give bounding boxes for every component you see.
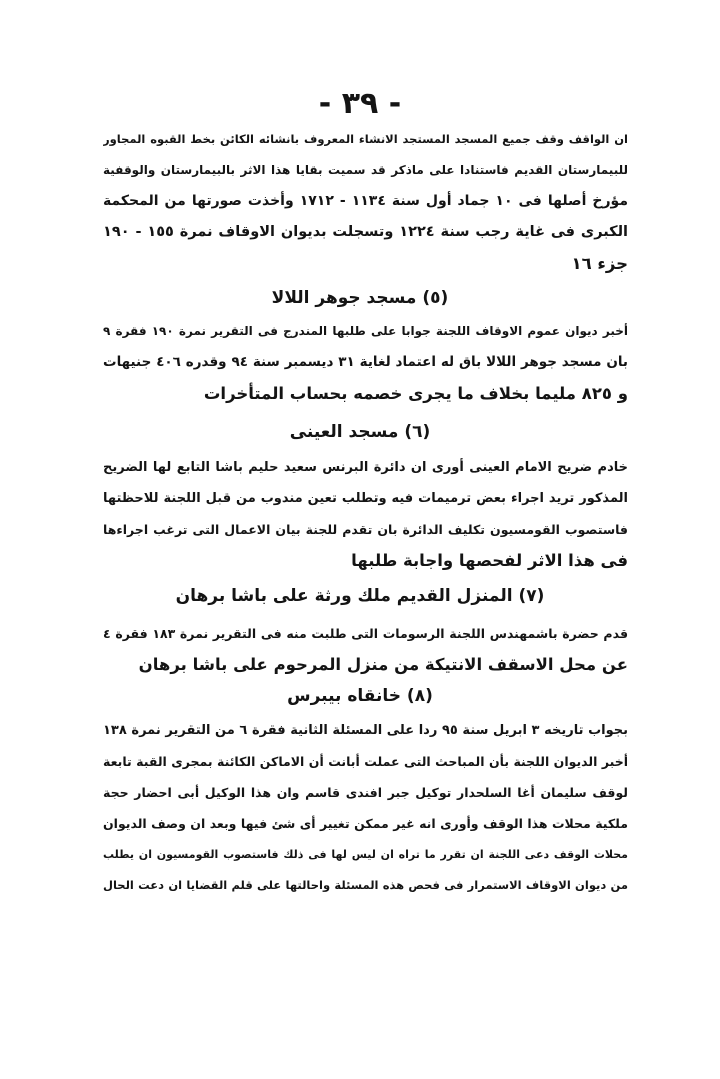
text-line: بان مسجد جوهر اللالا باق له اعتماد لغاية ٣١ ديسمبر سنة ٩٤ وقدره ٤٠٦ جنيهات: [103, 354, 628, 370]
text-line: أخبر الديوان اللجنة بأن المباحث التى عملت أبانت أن الاماكن الكائنة بمجرى القبة تابعة: [103, 754, 628, 769]
paragraph-section-6: [103, 452, 628, 576]
text-line: فاستصوب القومسيون تكليف الدائرة بان تقدم للجنة بيان الاعمال التى ترغب اجراءها: [103, 522, 628, 537]
text-line: المذكور تريد اجراء بعض ترميمات فيه وتطلب تعين مندوب من قبل اللجنة للاحظتها: [103, 491, 628, 506]
page-number: - ٣٩ -: [318, 86, 402, 121]
text-line: مؤرخ أصلها فى ١٠ جماد أول سنة ١١٣٤ - ١٧١٢ وأخذت صورتها من المحكمة: [103, 193, 628, 209]
section-heading-7: (٧) المنزل القديم ملك ورثة على باشا برهان: [175, 586, 545, 606]
text-line: ملكية محلات هذا الوقف وأورى انه غير ممكن تغيير أى شئ فيها وبعد ان وصف الديوان: [103, 816, 628, 831]
text-line: الكبرى فى غاية رجب سنة ١٢٢٤ وتسجلت بديوان الاوقاف نمرة ١٥٥ - ١٩٠: [103, 224, 628, 240]
text-line: و ٨٢٥ مليما بخلاف ما يجرى خصمه بحساب المتأخرات: [203, 384, 628, 403]
paragraph-section-8: [103, 715, 628, 901]
paragraph-section-5: [103, 316, 628, 409]
text-line: أخبر ديوان عموم الاوقاف اللجنة جوابا على طلبها المندرج فى التقرير نمرة ١٩٠ فقرة ٩: [103, 324, 628, 338]
text-line: فى هذا الاثر لفحصها واجابة طلبها: [351, 551, 628, 570]
text-line: خادم ضريح الامام العينى أورى ان دائرة البرنس سعيد حليم باشا التابع لها الضريح: [103, 460, 628, 475]
text-line: للبيمارستان القديم فاستنادا على ماذكر قد سميت بقايا هذا الاثر بالبيمارستان والوقفية: [103, 163, 628, 177]
text-line: جزء ١٦: [571, 254, 628, 273]
text-line: قدم حضرة باشمهندس اللجنة الرسومات التى طلبت منه فى التقرير نمرة ١٨٣ فقرة ٤: [103, 626, 628, 641]
paragraph-section-7: [103, 618, 628, 680]
text-line: بجواب تاريخه ٣ ابريل سنة ٩٥ ردا على المسئلة الثانية فقرة ٦ من التقرير نمرة ١٣٨: [103, 723, 628, 738]
text-line: من ديوان الاوقاف الاستمرار فى فحص هذه المسئلة واحالتها على قلم القضايا ان دعت الحال: [103, 878, 628, 892]
text-line: محلات الوقف دعى اللجنة ان تقرر ما تراه ان ليس لها فى ذلك فاستصوب القومسيون ان يطلب: [103, 848, 628, 861]
paragraph-intro: [103, 124, 628, 279]
text-line: ان الواقف وقف جميع المسجد المستجد الانشاء المعروف بانشائه الكائن بخط القبوه المجاور: [103, 132, 628, 146]
section-heading-8: (٨) خانقاه بيبرس: [287, 686, 433, 706]
text-line: عن محل الاسقف الانتيكة من منزل المرحوم على باشا برهان: [138, 655, 628, 674]
section-heading-5: (٥) مسجد جوهر اللالا: [271, 288, 449, 308]
text-line: لوقف سليمان أغا السلحدار توكيل جبر افندى قاسم وان هذا الوكيل أبى احضار حجة: [103, 785, 628, 800]
section-heading-6: (٦) مسجد العينى: [289, 422, 431, 442]
